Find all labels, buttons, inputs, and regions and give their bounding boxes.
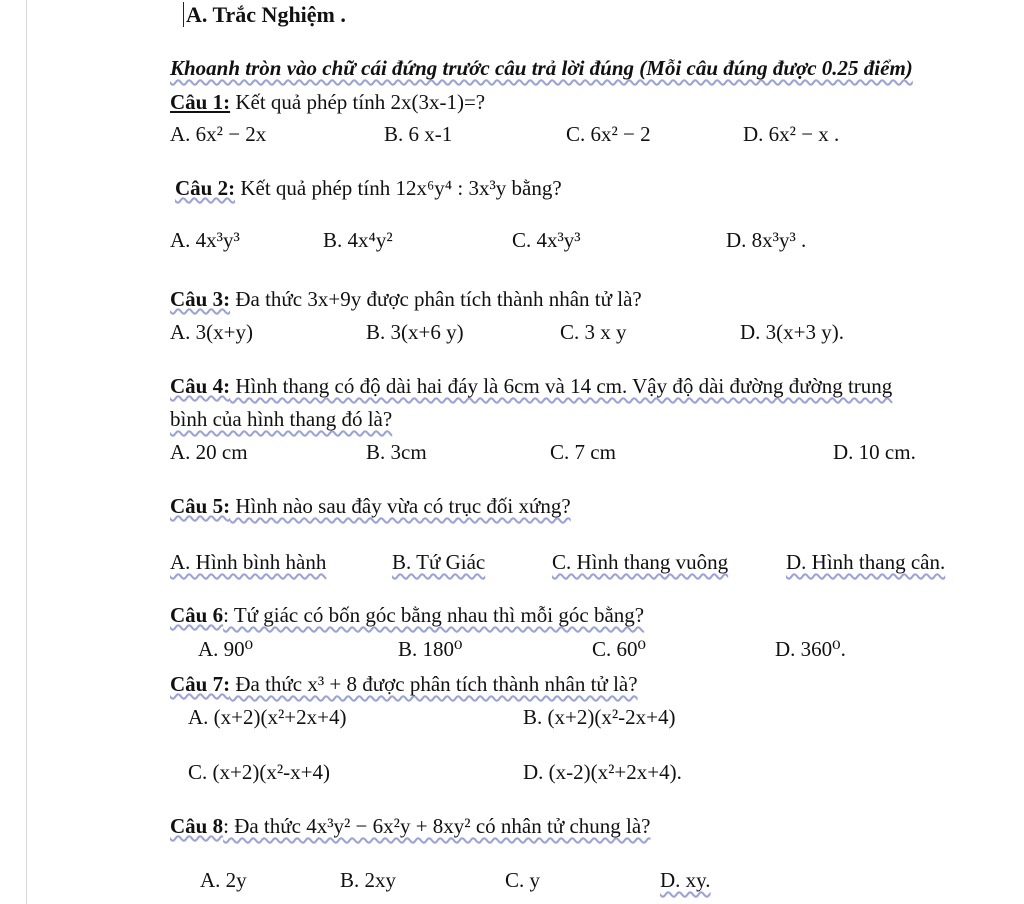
question-label: Câu 5: (170, 494, 231, 518)
q6-option-c[interactable]: C. 60⁰ (592, 637, 646, 661)
q8-option-a[interactable]: A. 2y (200, 868, 247, 892)
question-text: : Tứ giác có bốn góc bằng nhau thì mỗi góc bằng? (223, 603, 645, 627)
q3-option-c[interactable]: C. 3 x y (560, 320, 627, 344)
question-text: Hình nào sau đây vừa có trục đối xứng? (230, 494, 571, 518)
q5-option-d[interactable]: D. Hình thang cân. (786, 550, 946, 574)
question-label: Câu 4: (170, 374, 231, 398)
q4-option-c[interactable]: C. 7 cm (550, 440, 616, 464)
question-label: Câu 3: (170, 287, 231, 311)
question-label: Câu 7: (170, 672, 231, 696)
q1-option-b[interactable]: B. 6 x-1 (384, 122, 453, 146)
q3-option-b[interactable]: B. 3(x+6 y) (366, 320, 464, 344)
question-1 (170, 90, 485, 115)
question-text-2: bình của hình thang đó là? (170, 407, 393, 431)
question-text: Đa thức x³ + 8 được phân tích thành nhân tử là? (230, 672, 638, 696)
question-text: Hình thang có độ dài hai đáy là 6cm và 14 cm. Vậy độ dài đường đường trung (230, 374, 893, 398)
question-7 (170, 672, 638, 697)
q2-option-c[interactable]: C. 4x³y³ (512, 228, 581, 252)
q5-option-c[interactable]: C. Hình thang vuông (552, 550, 729, 574)
question-label: Câu 8 (170, 814, 224, 838)
q4-option-d[interactable]: D. 10 cm. (833, 440, 916, 464)
q6-option-b[interactable]: B. 180⁰ (398, 637, 463, 661)
q2-option-a[interactable]: A. 4x³y³ (170, 228, 240, 252)
q7-option-d[interactable]: D. (x-2)(x²+2x+4). (523, 760, 682, 784)
question-3 (170, 287, 642, 312)
question-6 (170, 603, 644, 628)
q4-option-b[interactable]: B. 3cm (366, 440, 427, 464)
q5-option-b[interactable]: B. Tứ Giác (392, 550, 486, 574)
q2-option-d[interactable]: D. 8x³y³ . (726, 228, 807, 252)
question-label: Câu 2: (175, 176, 236, 200)
question-label: Câu 1: (170, 90, 231, 114)
question-4-continued (170, 407, 392, 432)
section-title (183, 2, 346, 28)
instruction-text: Khoanh tròn vào chữ cái đứng trước câu trả lời đúng (Mỗi câu đúng được 0.25 điểm) (170, 56, 913, 80)
q2-option-b[interactable]: B. 4x⁴y² (323, 228, 393, 252)
q7-option-a[interactable]: A. (x+2)(x²+2x+4) (188, 705, 347, 729)
question-text: Đa thức 3x+9y được phân tích thành nhân tử là? (230, 287, 642, 311)
q8-option-b[interactable]: B. 2xy (340, 868, 397, 892)
q4-option-a[interactable]: A. 20 cm (170, 440, 248, 464)
question-text: : Đa thức 4x³y² − 6x²y + 8xy² có nhân tử chung là? (223, 814, 651, 838)
q6-option-d[interactable]: D. 360⁰. (775, 637, 846, 661)
question-text: Kết quả phép tính 12x⁶y⁴ : 3x³y bằng? (235, 176, 562, 200)
question-2 (175, 176, 562, 201)
q3-option-a[interactable]: A. 3(x+y) (170, 320, 253, 344)
question-text: Kết quả phép tính 2x(3x-1)=? (230, 90, 486, 114)
question-8 (170, 814, 651, 839)
page-edge (26, 0, 27, 904)
q1-option-a[interactable]: A. 6x² − 2x (170, 122, 267, 146)
q1-option-d[interactable]: D. 6x² − x . (743, 122, 840, 146)
q6-option-a[interactable]: A. 90⁰ (198, 637, 254, 661)
question-label: Câu 6 (170, 603, 224, 627)
q1-option-c[interactable]: C. 6x² − 2 (566, 122, 651, 146)
q7-option-c[interactable]: C. (x+2)(x²-x+4) (188, 760, 330, 784)
q5-option-a[interactable]: A. Hình bình hành (170, 550, 327, 574)
q8-option-d[interactable]: D. xy. (660, 868, 711, 892)
question-5 (170, 494, 571, 519)
q8-option-c[interactable]: C. y (505, 868, 541, 892)
q3-option-d[interactable]: D. 3(x+3 y). (740, 320, 844, 344)
question-4 (170, 374, 892, 399)
q7-option-b[interactable]: B. (x+2)(x²-2x+4) (523, 705, 676, 729)
title-text: A. Trắc Nghiệm . (183, 2, 346, 27)
